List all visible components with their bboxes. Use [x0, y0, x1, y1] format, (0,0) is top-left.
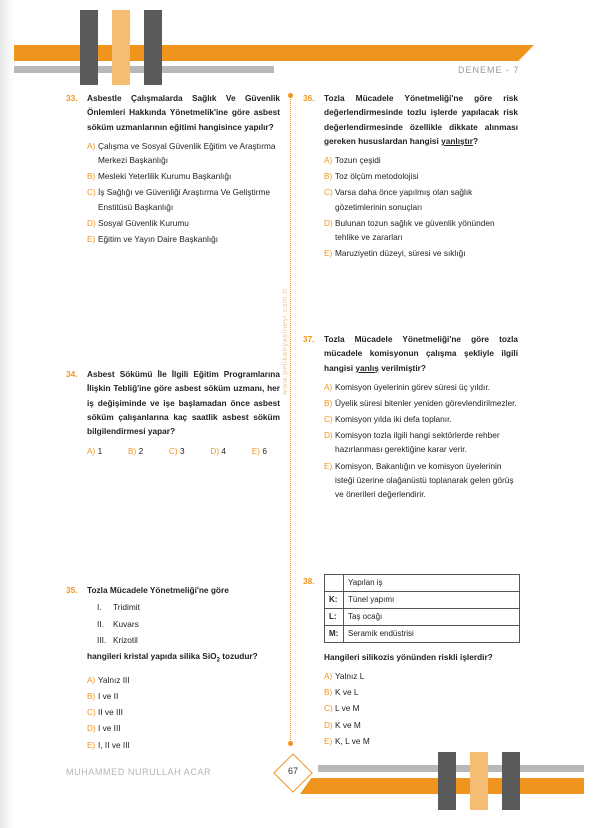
option-text: Maruziyetin düzeyi, süresi ve sıklığı [335, 248, 466, 259]
table-key: M: [325, 626, 344, 643]
option-letter: E) [324, 735, 333, 746]
option-text: K, L ve M [335, 735, 370, 746]
option-a[interactable] [87, 139, 280, 168]
question-35 [66, 583, 280, 754]
option-text: Komisyon, Bakanlığın ve komisyon üyelerinin isteği üzerine olağanüstü toplanarak gelen görüş ve önerileri değerlendirir. [335, 460, 514, 500]
option-c[interactable] [324, 412, 518, 426]
option-e[interactable] [324, 459, 518, 502]
header-dark-bar [144, 10, 162, 85]
option-text: 4 [221, 446, 227, 457]
author-name: MUHAMMED NURULLAH ACAR [66, 767, 212, 777]
option-b[interactable] [87, 689, 280, 703]
question-number: 35. [66, 585, 78, 595]
options-list [87, 139, 280, 246]
options-list [87, 673, 280, 752]
option-a[interactable] [87, 673, 280, 687]
options-list [324, 380, 518, 502]
options-list [324, 669, 520, 748]
option-text: Eğitim ve Yayın Daire Başkanlığı [98, 233, 219, 244]
option-d[interactable] [324, 216, 518, 245]
option-letter: B) [127, 446, 137, 457]
question-36 [303, 91, 518, 262]
header-dark-bar [80, 10, 98, 85]
option-text: L ve M [335, 703, 360, 714]
roman-numeral: II. [97, 618, 104, 629]
option-e[interactable] [252, 444, 267, 458]
option-d[interactable] [87, 216, 280, 230]
question-stem: Tozla Mücadele Yönetmeliği'ne göre [87, 585, 229, 595]
option-letter: E) [324, 248, 333, 259]
table-row [325, 592, 520, 609]
roman-items [87, 600, 280, 647]
option-letter: A) [324, 381, 333, 392]
option-c[interactable] [324, 185, 518, 214]
prompt-text: hangileri kristal yapıda silika SiO [87, 651, 217, 662]
option-letter: C) [324, 187, 333, 198]
option-e[interactable] [87, 232, 280, 246]
question-stem: Asbest Sökümü İle İlgili Eğitim Programlarına İlişkin Tebliğ'ine göre asbest söküm uzmanı, her iş değişiminde ve işe başlamadan önce asbest söküm çalışanlarına kaç saatlik asbest söküm bilgilendirmesi yapar? [87, 369, 280, 437]
option-letter: C) [324, 414, 333, 425]
table-row [325, 626, 520, 643]
column-divider [290, 96, 291, 744]
option-letter: B) [87, 691, 96, 702]
divider-dot-bottom [288, 741, 293, 746]
option-text: K ve L [335, 687, 359, 698]
option-e[interactable] [324, 246, 518, 260]
option-text: Varsa daha önce yapılmış olan sağlık gözetimlerinin sonuçları [335, 187, 473, 212]
question-38 [303, 574, 520, 750]
question-stem: Hangileri silikozis yönünden riskli işlerdir? [324, 652, 493, 662]
footer-dark-bar [438, 752, 456, 810]
option-letter: A) [87, 675, 96, 686]
stem-end: verilmiştir? [378, 362, 426, 373]
question-33 [66, 91, 280, 248]
option-b[interactable] [87, 169, 280, 183]
options-list [324, 153, 518, 260]
option-text: Bulunan tozun sağlık ve güvenlik yönünden tehlike ve zararları [335, 217, 495, 243]
option-text: Komisyon yılda iki defa toplanır. [335, 414, 452, 425]
option-text: II ve III [98, 707, 123, 718]
divider-dot-top [288, 93, 293, 98]
page-number: 67 [287, 766, 298, 776]
option-a[interactable] [87, 444, 102, 458]
stem-emphasis: yanlıştır [441, 135, 473, 146]
option-text: Komisyon tozla ilgili hangi sektörlerde rehber hazırlanması gerektiğine karar verir. [335, 430, 500, 455]
watermark-url: www.pelikanyayinevi.com.tr [280, 287, 289, 395]
option-a[interactable] [324, 669, 520, 683]
table-key: L: [325, 609, 344, 626]
option-letter: B) [324, 687, 333, 698]
option-letter: D) [210, 446, 220, 457]
option-letter: A) [324, 155, 333, 166]
option-b[interactable] [324, 396, 518, 410]
roman-text: Tridimit [113, 602, 140, 613]
option-text: Üyelik süresi bitenler yeniden görevlendirilmezler. [335, 397, 517, 408]
question-34 [66, 367, 280, 459]
question-stem [324, 91, 518, 148]
option-b[interactable] [324, 685, 520, 699]
option-e[interactable] [324, 734, 520, 748]
option-letter: E) [87, 739, 96, 750]
option-text: I ve III [98, 723, 121, 734]
roman-item [87, 600, 280, 614]
option-letter: B) [87, 171, 96, 182]
roman-text: Krizotil [113, 634, 138, 645]
stem-text: Tozla Mücadele Yönetmeliği'ne göre risk değerlendirmesinde tozlu işlerde yapılacak risk değerlendirmesinde özellikle dikkate alınması gereken hususlardan hangisi [324, 93, 518, 146]
option-text: Toz ölçüm metodolojisi [335, 171, 419, 182]
option-d[interactable] [324, 718, 520, 732]
option-text: 2 [138, 446, 144, 457]
option-a[interactable] [324, 380, 518, 394]
exam-title: DENEME - 7 [458, 65, 520, 75]
work-table [324, 574, 520, 643]
option-e[interactable] [87, 738, 280, 752]
roman-numeral: I. [97, 602, 102, 613]
option-b[interactable] [128, 444, 143, 458]
question-number: 34. [66, 369, 78, 379]
table-value: Taş ocağı [344, 609, 520, 626]
option-letter: D) [324, 217, 333, 228]
question-number: 33. [66, 93, 78, 103]
footer-light-orange-bar [470, 752, 488, 810]
footer-dark-bar [502, 752, 520, 810]
question-37 [303, 332, 518, 503]
option-text: Yalnız III [98, 675, 130, 686]
option-letter: E) [324, 460, 333, 471]
option-letter: D) [324, 719, 333, 730]
table-row [325, 575, 520, 592]
option-letter: A) [324, 671, 333, 682]
option-letter: E) [251, 446, 261, 457]
option-letter: D) [87, 217, 96, 228]
question-number: 36. [303, 93, 315, 103]
option-letter: C) [87, 187, 96, 198]
option-c[interactable] [324, 701, 520, 715]
option-letter: C) [87, 707, 96, 718]
option-d[interactable] [87, 721, 280, 735]
header-light-orange-bar [112, 10, 130, 85]
option-text: Komisyon üyelerinin görev süresi üç yıldır. [335, 381, 490, 392]
option-letter: B) [324, 397, 333, 408]
roman-item [87, 633, 280, 647]
subscript: 2 [216, 657, 220, 664]
table-header-cell: Yapılan iş [344, 575, 520, 592]
option-b[interactable] [324, 169, 518, 183]
options-list [87, 444, 267, 458]
table-value: Tünel yapımı [344, 592, 520, 609]
option-letter: C) [324, 703, 333, 714]
option-text: Yalnız L [335, 671, 365, 682]
roman-text: Kuvars [113, 618, 139, 629]
table-cell [325, 575, 344, 592]
option-d[interactable] [210, 444, 226, 458]
question-stem: Asbestle Çalışmalarda Sağlık Ve Güvenlik Önlemleri Hakkında Yönetmelik'ine göre asbest söküm uzmanlarının eğitimi hangisince yapılır? [87, 93, 280, 132]
option-letter: A) [87, 140, 96, 151]
option-text: 6 [262, 446, 267, 457]
option-letter: C) [168, 446, 178, 457]
question-number: 38. [303, 576, 315, 586]
option-text: I, II ve III [98, 739, 130, 750]
option-c[interactable] [87, 705, 280, 719]
option-text: Sosyal Güvenlik Kurumu [98, 217, 189, 228]
question-stem [324, 332, 518, 375]
option-letter: E) [87, 233, 96, 244]
stem-text: Tozla Mücadele Yönetmeliği'ne göre tozla mücadele komisyonun çalışma şekliyle ilgili hangisi [324, 334, 518, 373]
option-text: 3 [179, 446, 185, 457]
question-prompt [87, 649, 280, 668]
option-letter: D) [87, 723, 96, 734]
table-value: Seramik endüstrisi [344, 626, 520, 643]
stem-end: ? [472, 135, 479, 146]
option-letter: D) [324, 430, 333, 441]
option-letter: A) [87, 446, 96, 457]
question-number: 37. [303, 334, 315, 344]
prompt-text-end: tozudur? [219, 651, 258, 662]
option-c[interactable] [169, 444, 185, 458]
option-text: Çalışma ve Sosyal Güvenlik Eğitim ve Araştırma Merkezi Başkanlığı [98, 140, 276, 166]
option-c[interactable] [87, 185, 280, 214]
option-text: Tozun çeşidi [335, 155, 381, 166]
option-text: İş Sağlığı ve Güvenliği Araştırma Ve Geliştirme Enstitüsü Başkanlığı [98, 187, 270, 212]
table-row [325, 609, 520, 626]
roman-item [87, 617, 280, 631]
option-a[interactable] [324, 153, 518, 167]
stem-emphasis: yanlış [355, 362, 379, 373]
option-text: 1 [97, 446, 103, 457]
option-text: I ve II [98, 691, 119, 702]
option-text: K ve M [335, 719, 361, 730]
option-letter: B) [324, 171, 333, 182]
option-text: Mesleki Yeterlilik Kurumu Başkanlığı [98, 171, 232, 182]
roman-numeral: III. [97, 634, 107, 645]
option-d[interactable] [324, 428, 518, 457]
table-key: K: [325, 592, 344, 609]
